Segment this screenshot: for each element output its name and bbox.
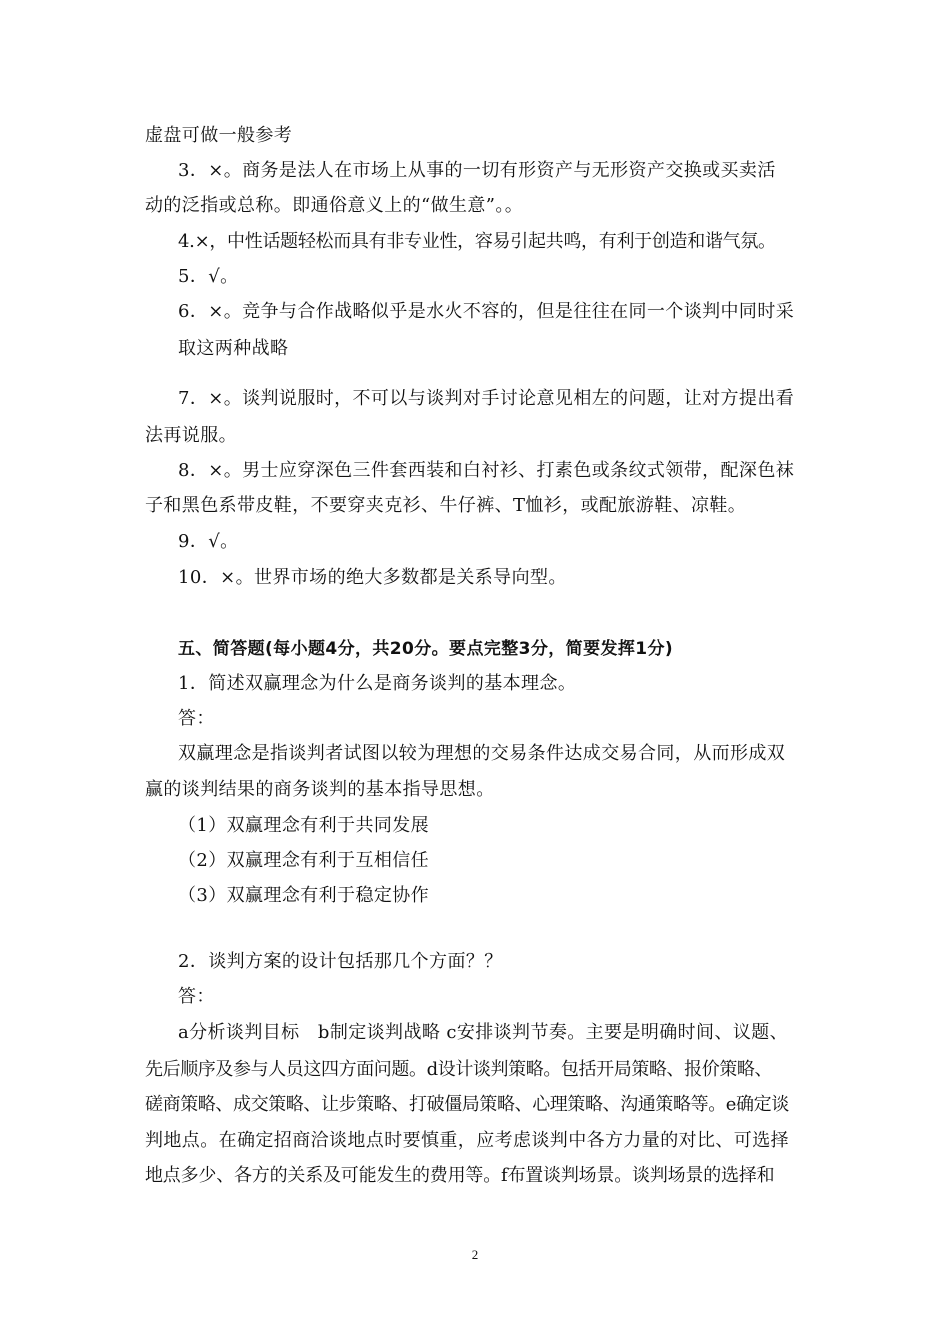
text-line: 双赢理念是指谈判者试图以较为理想的交易条件达成交易合同，从而形成双 <box>178 743 786 764</box>
page-number: 2 <box>471 1247 479 1262</box>
text-line: 虚盘可做一般参考 <box>145 125 293 146</box>
list-item: （2）双赢理念有利于互相信任 <box>178 850 430 871</box>
text-line: 7．×。谈判说服时，不可以与谈判对手讨论意见相左的问题，让对方提出看 <box>178 388 795 409</box>
text-line: 8．×。男士应穿深色三件套西装和白衬衫、打素色或条纹式领带，配深色袜 <box>178 460 795 481</box>
answer-label: 答： <box>178 708 215 729</box>
list-item: （1）双赢理念有利于共同发展 <box>178 815 430 836</box>
list-item: （3）双赢理念有利于稳定协作 <box>178 885 430 906</box>
text-line: 判地点。在确定招商洽谈地点时要慎重，应考虑谈判中各方力量的对比、可选择 <box>145 1130 789 1151</box>
text-line: 子和黑色系带皮鞋，不要穿夹克衫、牛仔裤、T恤衫，或配旅游鞋、凉鞋。 <box>145 495 747 516</box>
text-line: 先后顺序及参与人员这四方面问题。d设计谈判策略。包括开局策略、报价策略、 <box>145 1059 773 1080</box>
text-line: 取这两种战略 <box>178 338 289 359</box>
text-line: 地点多少、各方的关系及可能发生的费用等。f布置谈判场景。谈判场景的选择和 <box>145 1165 775 1186</box>
section-heading: 五、简答题(每小题4分，共20分。要点完整3分，简要发挥1分) <box>178 639 674 659</box>
text-line: 6．×。竞争与合作战略似乎是水火不容的，但是往往在同一个谈判中同时采 <box>178 301 795 322</box>
text-line: 5．√。 <box>178 266 239 287</box>
question: 1．简述双赢理念为什么是商务谈判的基本理念。 <box>178 673 577 694</box>
text-line: a分析谈判目标 b制定谈判战略 c安排谈判节奏。主要是明确时间、议题、 <box>178 1022 789 1043</box>
question: 2．谈判方案的设计包括那几个方面？？ <box>178 951 503 972</box>
text-line: 9．√。 <box>178 531 239 552</box>
text-line: 法再说服。 <box>145 425 237 446</box>
text-line: 动的泛指或总称。即通俗意义上的“做生意”。。 <box>145 195 524 216</box>
text-line: 3．×。商务是法人在市场上从事的一切有形资产与无形资产交换或买卖活 <box>178 160 776 181</box>
text-line: 4.×，中性话题轻松而具有非专业性，容易引起共鸣，有利于创造和谐气氛。 <box>178 231 776 252</box>
text-line: 10．×。世界市场的绝大多数都是关系导向型。 <box>178 567 567 588</box>
text-line: 磋商策略、成交策略、让步策略、打破僵局策略、心理策略、沟通策略等。e确定谈 <box>145 1094 789 1115</box>
answer-label: 答： <box>178 986 215 1007</box>
text-line: 赢的谈判结果的商务谈判的基本指导思想。 <box>145 779 495 800</box>
